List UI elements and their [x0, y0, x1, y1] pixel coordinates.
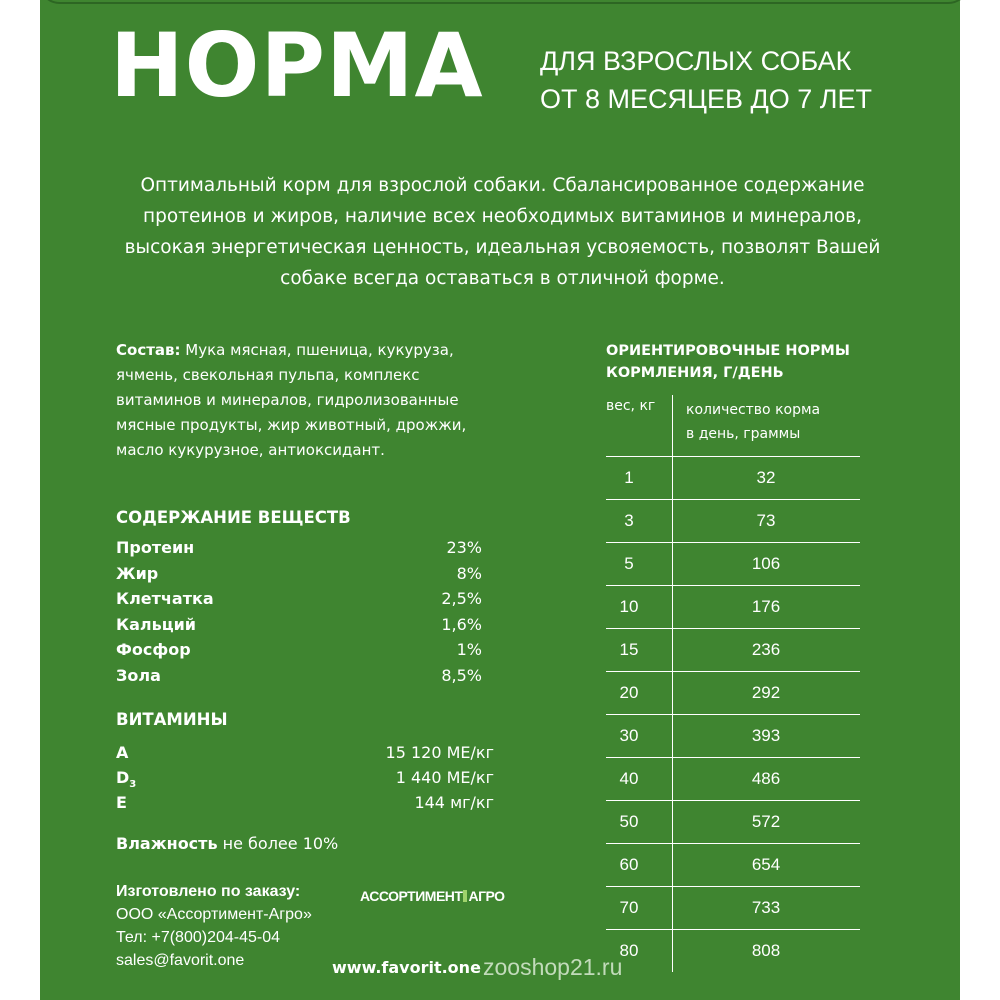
intro-text	[115, 170, 890, 294]
vitamins-heading: ВИТАМИНЫ	[116, 710, 228, 729]
weight-cell: 10	[619, 597, 639, 616]
manufacturer-info	[116, 880, 312, 972]
made-for-label: Изготовлено по заказу:	[116, 883, 301, 900]
vitamin-value: 1 440 МЕ/кг	[395, 768, 494, 787]
table-row	[606, 758, 860, 801]
nutrient-value: 23%	[446, 538, 482, 557]
col-amount: количество корма в день, граммы	[686, 402, 821, 442]
vitamins-list	[116, 743, 494, 818]
composition-label: Состав:	[116, 341, 181, 359]
moisture	[116, 834, 486, 853]
weight-cell: 5	[624, 554, 634, 573]
weight-cell: 1	[624, 468, 634, 487]
composition-line: витаминов и минералов, гидролизованные	[116, 391, 459, 409]
amount-cell: 292	[751, 683, 781, 702]
watermark: zooshop21.ru	[483, 954, 623, 980]
amount-cell: 236	[751, 640, 781, 659]
moisture-label: Влажность	[116, 834, 218, 853]
nutrient-name: Зола	[116, 665, 161, 685]
table-row	[606, 586, 860, 629]
amount-cell: 176	[751, 597, 781, 616]
table-row	[606, 629, 860, 672]
amount-cell: 106	[751, 554, 781, 573]
feeding-table-section	[606, 340, 860, 972]
col-weight: вес, кг	[606, 398, 656, 414]
weight-cell: 60	[619, 855, 639, 874]
nutrient-row	[116, 637, 482, 663]
table-row	[606, 715, 860, 758]
weight-cell: 70	[619, 898, 639, 917]
nutrient-value: 1,6%	[441, 614, 482, 634]
vitamin-name: A	[116, 743, 129, 762]
product-subtitle	[540, 42, 872, 118]
feeding-table	[606, 456, 860, 972]
intro-line: собаке всегда оставаться в отличной форме.	[280, 268, 725, 289]
weight-cell: 30	[619, 726, 639, 745]
logo-leaf-icon	[463, 890, 467, 902]
weight-cell: 15	[619, 640, 639, 659]
amount-cell: 486	[751, 769, 781, 788]
company-name: ООО «Ассортимент-Агро»	[116, 906, 312, 923]
vitamin-value: 15 120 МЕ/кг	[385, 743, 494, 762]
nutrient-row	[116, 586, 482, 612]
vitamin-value: 144 мг/кг	[414, 793, 494, 812]
amount-cell: 32	[756, 468, 776, 487]
nutrient-name: Кальций	[116, 614, 196, 634]
website: www.favorit.one	[332, 958, 481, 977]
intro-line: высокая энергетическая ценность, идеальная усвояемость, позволят Вашей	[124, 237, 881, 258]
amount-cell: 654	[751, 855, 781, 874]
amount-cell: 808	[751, 941, 781, 960]
nutrients-list	[116, 535, 486, 688]
vitamin-name: $D_3$	[116, 768, 137, 791]
subtitle-line: ОТ 8 МЕСЯЦЕВ ДО 7 ЛЕТ	[540, 84, 873, 114]
vitamin-row	[116, 768, 494, 793]
nutrient-row	[116, 612, 482, 638]
package-top-outline	[38, 0, 970, 4]
phone: Тел: +7(800)204-45-04	[116, 929, 281, 946]
nutrient-name: Протеин	[116, 538, 195, 557]
table-row	[606, 844, 860, 887]
weight-cell: 50	[619, 812, 639, 831]
nutrient-value: 1%	[456, 640, 482, 659]
vitamin-row	[116, 793, 494, 818]
intro-line: Оптимальный корм для взрослой собаки. Сбалансированное содержание	[140, 175, 865, 196]
left-column	[116, 338, 494, 853]
amount-cell: 73	[756, 511, 776, 530]
composition-line: масло кукурузное, антиоксидант.	[116, 441, 385, 459]
amount-cell: 733	[751, 898, 781, 917]
nutrients-heading: СОДЕРЖАНИЕ ВЕЩЕСТВ	[116, 508, 351, 527]
amount-cell: 572	[751, 812, 781, 831]
nutrient-name: Жир	[116, 563, 159, 583]
intro-line: протеинов и жиров, наличие всех необходимых витаминов и минералов,	[143, 206, 862, 227]
subtitle-line: ДЛЯ ВЗРОСЛЫХ СОБАК	[540, 46, 852, 76]
table-row	[606, 500, 860, 543]
feeding-heading: ОРИЕНТИРОВОЧНЫЕ НОРМЫ КОРМЛЕНИЯ, Г/ДЕНЬ	[606, 343, 850, 381]
nutrient-row	[116, 561, 482, 587]
composition-line: Мука мясная, пшеница, кукуруза,	[180, 341, 454, 359]
composition-line: мясные продукты, жир животный, дрожжи,	[116, 416, 467, 434]
composition	[116, 338, 486, 463]
nutrient-name: Клетчатка	[116, 589, 214, 608]
nutrient-name: Фосфор	[116, 640, 191, 659]
table-row	[606, 887, 860, 930]
vitamin-row	[116, 743, 494, 768]
nutrient-row	[116, 535, 482, 561]
weight-cell: 80	[619, 941, 639, 960]
feeding-column-headers	[606, 398, 860, 456]
moisture-value: не более 10%	[217, 834, 339, 853]
nutrient-row	[116, 663, 482, 689]
brand-logo: АССОРТИМЕНТ АГРО	[360, 888, 505, 904]
nutrient-value: 8%	[456, 563, 482, 583]
email: sales@favorit.one	[116, 952, 245, 969]
weight-cell: 20	[619, 683, 639, 702]
amount-cell: 393	[751, 726, 781, 745]
table-row	[606, 543, 860, 586]
table-row	[606, 801, 860, 844]
table-row	[606, 457, 860, 500]
weight-cell: 40	[619, 769, 639, 788]
table-row	[606, 930, 860, 972]
vitamin-name: E	[116, 793, 127, 812]
weight-cell: 3	[624, 511, 634, 530]
nutrient-value: 2,5%	[441, 589, 482, 608]
composition-line: ячмень, свекольная пульпа, комплекс	[116, 366, 420, 384]
product-title: НОРМА	[110, 14, 484, 117]
table-row	[606, 672, 860, 715]
nutrient-value: 8,5%	[441, 665, 482, 685]
